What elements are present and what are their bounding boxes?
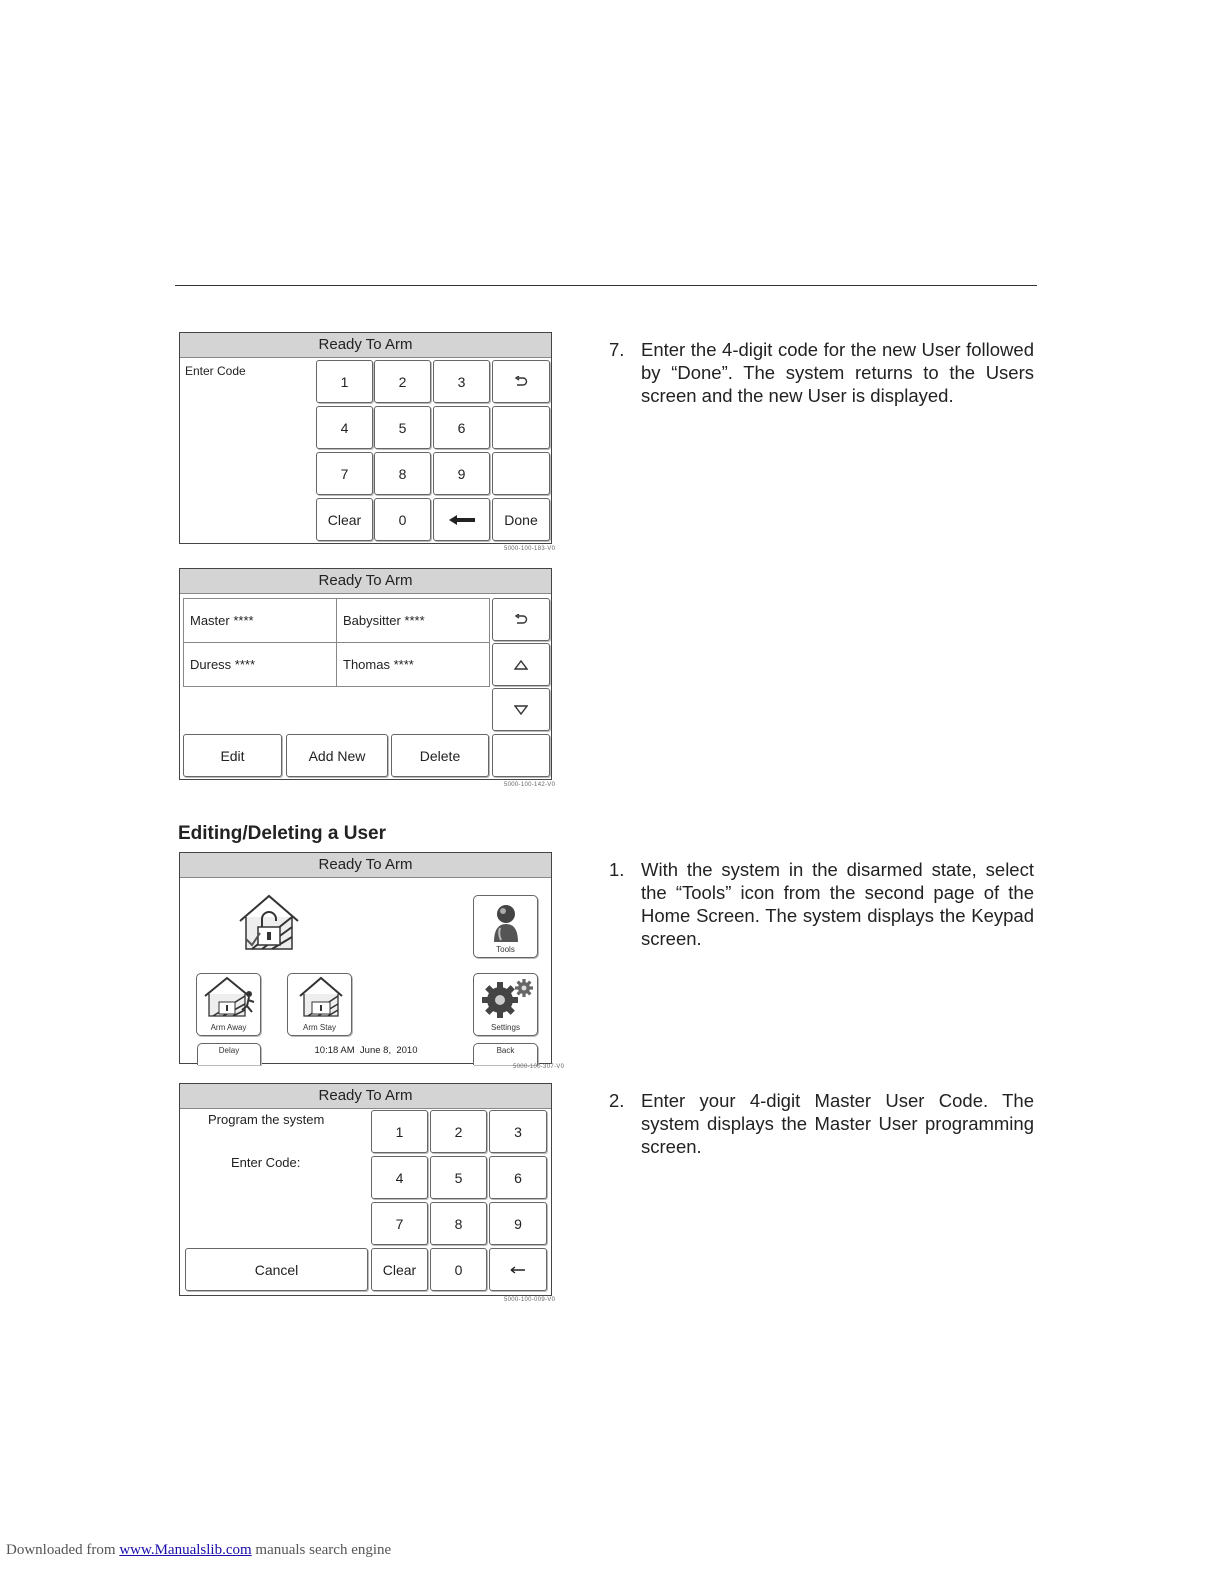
home-screen <box>179 852 552 1064</box>
step-text: Enter your 4-digit Master User Code. The system displays the Master User programming screen. <box>641 1090 1034 1157</box>
enter-code-label: Enter Code: <box>231 1155 301 1170</box>
key-3[interactable]: 3 <box>433 360 490 403</box>
delete-button[interactable]: Delete <box>391 734 489 777</box>
users-grid <box>183 598 490 687</box>
undo-arrow-icon <box>514 614 528 626</box>
delay-label: Delay <box>218 1046 240 1055</box>
gears-icon <box>480 978 534 1018</box>
blank-key <box>492 406 550 449</box>
arm-away-tile[interactable] <box>196 973 261 1036</box>
arm-stay-tile[interactable] <box>287 973 352 1036</box>
clear-button[interactable]: Clear <box>371 1248 428 1291</box>
user-duress[interactable]: Duress **** <box>184 643 337 687</box>
screen-title: Ready To Arm <box>180 853 551 878</box>
tools-label: Tools <box>496 945 515 954</box>
figure-id: 5000-100-183-V0 <box>504 546 556 552</box>
step-number: 1. <box>609 859 625 880</box>
users-screen <box>179 568 552 780</box>
key-9[interactable]: 9 <box>489 1202 547 1245</box>
arm-stay-label: Arm Stay <box>303 1023 336 1032</box>
key-0[interactable]: 0 <box>430 1248 487 1291</box>
key-1[interactable]: 1 <box>316 360 373 403</box>
key-5[interactable]: 5 <box>430 1156 487 1199</box>
back-button[interactable] <box>473 1043 538 1065</box>
user-silhouette-icon <box>492 902 520 942</box>
key-2[interactable]: 2 <box>430 1110 487 1153</box>
settings-tile[interactable] <box>473 973 538 1036</box>
date-time: 10:18 AM June 8, 2010 <box>314 1045 418 1056</box>
step-2 <box>609 1089 1034 1161</box>
cancel-button[interactable]: Cancel <box>185 1248 368 1291</box>
key-4[interactable]: 4 <box>371 1156 428 1199</box>
clear-button[interactable]: Clear <box>316 498 373 541</box>
step-text: Enter the 4-digit code for the new User followed by “Done”. The system returns to the Users screen and the new User is displayed. <box>641 339 1034 406</box>
figure-id: 5000-100-307-V0 <box>513 1064 565 1070</box>
enter-code-screen <box>179 332 552 544</box>
key-2[interactable]: 2 <box>374 360 431 403</box>
header-rule <box>175 285 1037 286</box>
back-label: Back <box>496 1046 515 1055</box>
figure-id: 5000-100-009-V0 <box>504 1297 556 1303</box>
done-button[interactable]: Done <box>492 498 550 541</box>
undo-arrow-icon <box>514 376 528 388</box>
left-arrow-icon <box>510 1266 526 1274</box>
enter-code-label: Enter Code <box>185 364 246 378</box>
key-8[interactable]: 8 <box>374 452 431 495</box>
user-thomas[interactable]: Thomas **** <box>337 643 490 687</box>
backspace-button[interactable] <box>489 1248 547 1291</box>
key-3[interactable]: 3 <box>489 1110 547 1153</box>
key-1[interactable]: 1 <box>371 1110 428 1153</box>
tools-tile[interactable] <box>473 895 538 958</box>
undo-button[interactable] <box>492 360 550 403</box>
manualslib-link[interactable]: www.Manualslib.com <box>119 1542 252 1558</box>
undo-button[interactable] <box>492 598 550 641</box>
house-arm-stay-icon <box>298 976 344 1018</box>
screen-title: Ready To Arm <box>180 569 551 594</box>
arm-away-label: Arm Away <box>210 1023 247 1032</box>
edit-button[interactable]: Edit <box>183 734 282 777</box>
download-footer <box>6 1542 391 1559</box>
step-number: 7. <box>609 339 625 360</box>
key-5[interactable]: 5 <box>374 406 431 449</box>
key-0[interactable]: 0 <box>374 498 431 541</box>
key-8[interactable]: 8 <box>430 1202 487 1245</box>
key-9[interactable]: 9 <box>433 452 490 495</box>
scroll-up-button[interactable] <box>492 643 550 686</box>
key-6[interactable]: 6 <box>433 406 490 449</box>
step-text: With the system in the disarmed state, select the “Tools” icon from the second page of the Home Screen. The system displays the Keypad screen. <box>641 859 1034 949</box>
footer-prefix: Downloaded from <box>6 1542 120 1558</box>
program-code-screen <box>179 1083 552 1296</box>
blank-key <box>492 734 550 777</box>
screen-title: Ready To Arm <box>180 333 551 358</box>
key-7[interactable]: 7 <box>316 452 373 495</box>
program-prompt: Program the system <box>208 1112 325 1127</box>
backspace-button[interactable] <box>433 498 490 541</box>
footer-suffix: manuals search engine <box>251 1542 392 1558</box>
key-4[interactable]: 4 <box>316 406 373 449</box>
blank-key <box>492 452 550 495</box>
add-new-button[interactable]: Add New <box>286 734 388 777</box>
scroll-down-button[interactable] <box>492 688 550 731</box>
house-arm-away-icon <box>203 976 257 1018</box>
key-7[interactable]: 7 <box>371 1202 428 1245</box>
left-arrow-icon <box>449 515 475 525</box>
step-7 <box>609 338 1034 433</box>
figure-id: 5000-100-142-V0 <box>504 782 556 788</box>
delay-button[interactable] <box>197 1043 261 1065</box>
settings-label: Settings <box>491 1023 520 1032</box>
house-lock-icon <box>238 893 300 951</box>
down-triangle-icon <box>514 705 528 715</box>
user-babysitter[interactable]: Babysitter **** <box>337 599 490 643</box>
up-triangle-icon <box>514 660 528 670</box>
section-heading: Editing/Deleting a User <box>178 823 386 844</box>
user-master[interactable]: Master **** <box>184 599 337 643</box>
key-6[interactable]: 6 <box>489 1156 547 1199</box>
step-number: 2. <box>609 1090 625 1111</box>
screen-title: Ready To Arm <box>180 1084 551 1109</box>
step-1 <box>609 858 1034 953</box>
